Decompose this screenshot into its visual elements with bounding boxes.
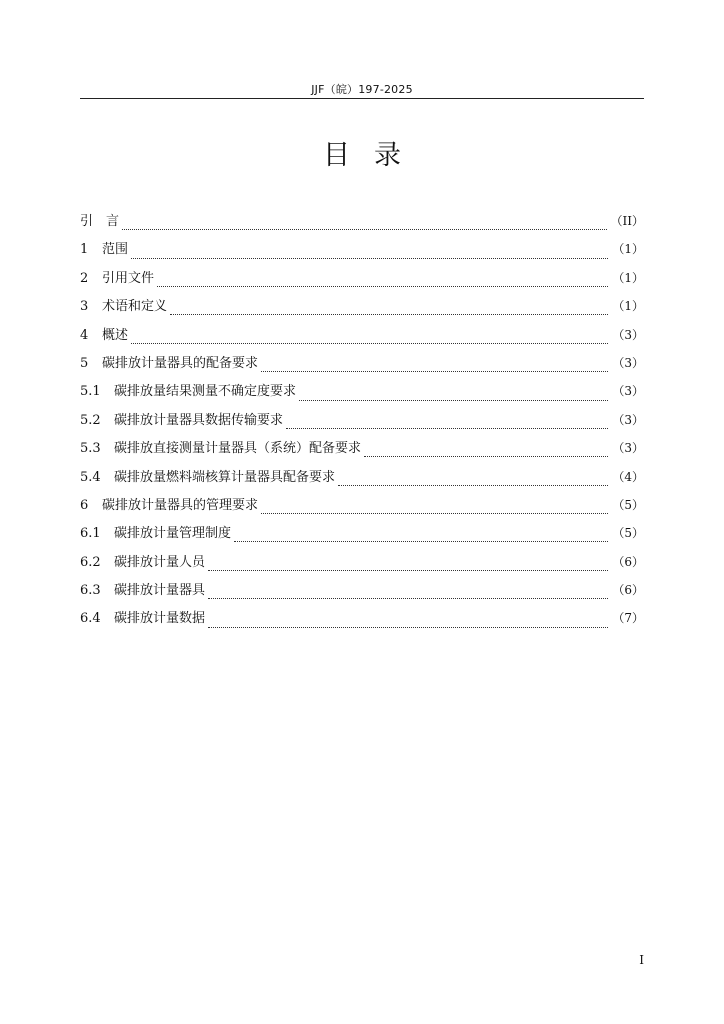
toc-entry-number: 6.1 <box>80 526 101 542</box>
toc-entry-6-3[interactable] <box>80 580 644 608</box>
toc-entry-page: （3） <box>612 412 644 427</box>
toc-entry-page: （6） <box>612 583 644 598</box>
toc-entry-number: 5.3 <box>80 441 101 457</box>
toc-entry-page: （3） <box>612 384 644 399</box>
page-title: 目录 <box>323 140 425 171</box>
toc-entry-title: 范围 <box>102 242 129 258</box>
page-folio: I <box>639 953 644 967</box>
dot-leader <box>157 285 608 287</box>
toc-entry-title: 碳排放计量器具的配备要求 <box>102 355 259 371</box>
dot-leader <box>286 427 608 429</box>
toc-entry-page: （5） <box>612 526 644 541</box>
toc-entry-page: （II） <box>610 214 644 228</box>
toc-entry-page: （6） <box>612 554 644 569</box>
toc-entry-1[interactable] <box>80 239 644 267</box>
dot-leader <box>338 484 608 486</box>
dot-leader <box>208 597 608 599</box>
dot-leader <box>299 399 608 401</box>
toc-entry-title: 碳排放量燃料端核算计量器具配备要求 <box>114 469 336 485</box>
toc-entry-title: 引 言 <box>80 214 120 229</box>
toc-entry-5[interactable] <box>80 353 644 381</box>
toc-entry-3[interactable] <box>80 296 644 324</box>
dot-leader <box>261 512 608 514</box>
toc-entry-6-4[interactable] <box>80 608 644 636</box>
toc-entry-title: 碳排放计量管理制度 <box>114 526 232 542</box>
toc-entry-number: 6 <box>80 497 89 513</box>
toc-entry-number: 5.1 <box>80 384 101 400</box>
toc-entry-title: 引用文件 <box>102 270 155 286</box>
toc-entry-title: 术语和定义 <box>102 299 168 315</box>
toc-entry-number: 6.3 <box>80 583 101 599</box>
toc-entry-title: 碳排放计量器具的管理要求 <box>102 497 259 513</box>
toc-entry-title: 碳排放计量器具 <box>114 583 206 599</box>
toc-entry-title: 碳排放计量数据 <box>114 611 206 627</box>
toc-entry-page: （5） <box>612 497 644 512</box>
toc-entry-page: （3） <box>612 355 644 370</box>
toc-entry-page: （3） <box>612 441 644 456</box>
dot-leader <box>234 540 608 542</box>
toc-entry-number: 5.2 <box>80 412 101 428</box>
toc-entry-number: 3 <box>80 299 89 315</box>
toc-entry-number: 5.4 <box>80 469 101 485</box>
toc-entry-number: 2 <box>80 270 89 286</box>
dot-leader <box>131 342 608 344</box>
toc-entry-title: 碳排放量结果测量不确定度要求 <box>114 384 297 400</box>
toc-entry-4[interactable] <box>80 325 644 353</box>
toc-entry-page: （1） <box>612 270 644 285</box>
toc-entry-number: 5 <box>80 355 89 371</box>
toc-entry-6-1[interactable] <box>80 523 644 551</box>
toc-entry-title: 概述 <box>102 327 129 343</box>
toc-entry-5-1[interactable] <box>80 381 644 409</box>
toc-entry-number: 1 <box>80 242 89 258</box>
toc-entry-6-2[interactable] <box>80 552 644 580</box>
toc-entry-5-2[interactable] <box>80 410 644 438</box>
toc-entry-6[interactable] <box>80 495 644 523</box>
toc-entry-page: （7） <box>612 611 644 626</box>
toc-entry-page: （1） <box>612 242 644 257</box>
toc-entry-title: 碳排放计量人员 <box>114 554 206 570</box>
toc-entry-foreword[interactable] <box>80 211 644 239</box>
toc-entry-number: 6.2 <box>80 554 101 570</box>
header-divider <box>80 98 644 99</box>
toc-entry-5-4[interactable] <box>80 467 644 495</box>
toc-entry-number: 6.4 <box>80 611 101 627</box>
dot-leader <box>208 626 608 628</box>
dot-leader <box>122 228 607 230</box>
toc-entry-5-3[interactable] <box>80 438 644 466</box>
toc-entry-page: （4） <box>612 469 644 484</box>
table-of-contents <box>80 211 644 637</box>
toc-entry-title: 碳排放计量器具数据传输要求 <box>114 412 284 428</box>
dot-leader <box>131 257 608 259</box>
toc-entry-2[interactable] <box>80 268 644 296</box>
toc-entry-page: （1） <box>612 299 644 314</box>
dot-leader <box>364 455 608 457</box>
toc-entry-number: 4 <box>80 327 89 343</box>
document-code-header: JJF（皖）197-2025 <box>311 83 413 96</box>
dot-leader <box>170 313 608 315</box>
dot-leader <box>208 569 608 571</box>
dot-leader <box>261 370 608 372</box>
toc-entry-title: 碳排放直接测量计量器具（系统）配备要求 <box>114 441 362 457</box>
toc-entry-page: （3） <box>612 327 644 342</box>
